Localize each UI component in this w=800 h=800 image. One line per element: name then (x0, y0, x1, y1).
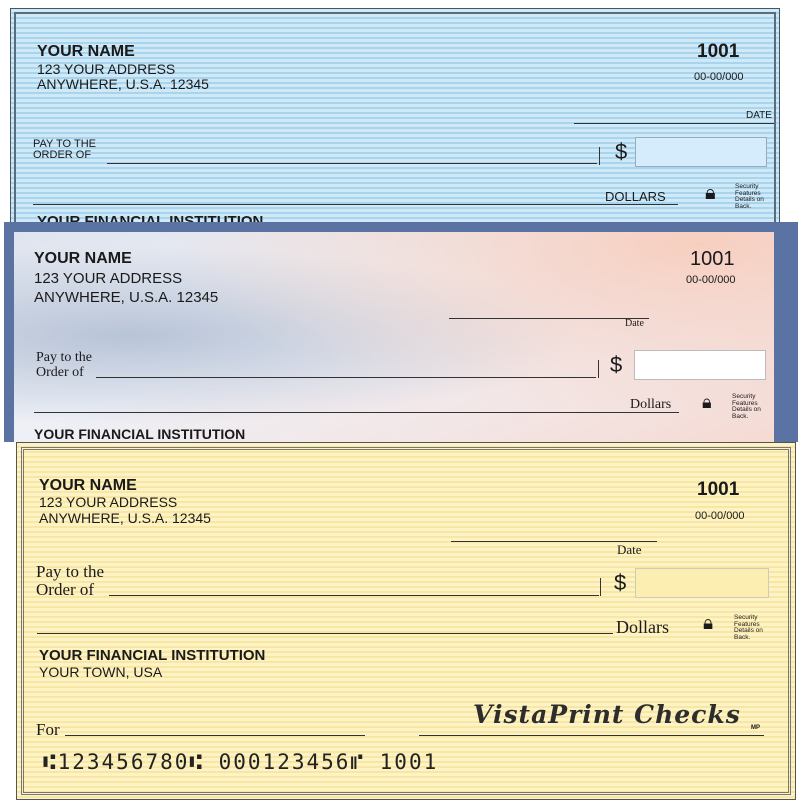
pay-label-line-2: Order of (36, 580, 95, 599)
written-amount-line (33, 204, 678, 205)
payee-line (96, 377, 596, 378)
payee-line-end (599, 147, 600, 165)
address-line-2: ANYWHERE, U.S.A. 12345 (37, 76, 209, 92)
pay-label-line-1: Pay to the (36, 562, 104, 581)
pay-to-label (33, 139, 96, 161)
dollar-sign: $ (615, 139, 628, 164)
date-line (449, 318, 649, 319)
micr-line: ⑆123456780⑆ 000123456⑈ 1001 (43, 750, 439, 774)
amount-box[interactable] (635, 137, 767, 167)
brand-text: VistaPrint Checks (473, 700, 741, 729)
pay-to-label (36, 350, 92, 380)
routing-fraction: 00-00/000 (686, 274, 736, 286)
pay-label-line-1: Pay to the (36, 350, 92, 365)
dollar-sign: $ (610, 352, 623, 377)
bank-name: YOUR FINANCIAL INSTITUTION (39, 647, 266, 664)
payee-line-end (598, 360, 599, 378)
pay-label-line-1: PAY TO THE (33, 138, 96, 150)
memo-line (65, 735, 365, 736)
dollars-label: Dollars (616, 617, 669, 637)
address-line-1: 123 YOUR ADDRESS (39, 494, 178, 510)
flag-check-face (14, 232, 774, 442)
bank-town: YOUR TOWN, USA (39, 664, 163, 680)
account-name: YOUR NAME (37, 43, 135, 60)
lock-icon: 🔒︎ (702, 392, 712, 412)
address-line-2: ANYWHERE, U.S.A. 12345 (39, 510, 211, 526)
signature-line (419, 735, 764, 736)
routing-fraction: 00-00/000 (694, 71, 744, 83)
pay-label-line-2: ORDER OF (33, 149, 92, 161)
dollars-label: Dollars (630, 397, 672, 412)
memo-label: For (36, 720, 60, 739)
dollar-sign: $ (614, 570, 627, 595)
lock-icon: 🔒︎ (703, 613, 714, 634)
lock-icon: 🔒︎ (705, 182, 716, 204)
written-amount-line (37, 633, 613, 634)
payee-line-end (600, 578, 601, 596)
address-line-2: ANYWHERE, U.S.A. 12345 (34, 289, 219, 306)
written-amount-line (34, 412, 679, 413)
payee-line (107, 163, 597, 164)
check-number: 1001 (697, 479, 740, 500)
amount-box[interactable] (634, 350, 766, 380)
date-label: Date (617, 542, 642, 557)
bank-name: YOUR FINANCIAL INSTITUTION (34, 426, 246, 442)
date-label: Date (625, 318, 644, 329)
amount-box[interactable] (635, 568, 769, 598)
routing-fraction: 00-00/000 (695, 510, 745, 522)
dollars-label: DOLLARS (605, 189, 666, 204)
check-number: 1001 (690, 248, 735, 270)
account-name: YOUR NAME (34, 250, 132, 267)
address-line-1: 123 YOUR ADDRESS (34, 270, 183, 287)
payee-line (109, 595, 599, 596)
pay-label-line-2: Order of (36, 365, 84, 380)
date-line (574, 123, 774, 124)
mp-mark: MP (751, 725, 760, 731)
security-note: Security Features Details on Back. (734, 614, 763, 641)
yellow-check (16, 442, 796, 800)
check-number: 1001 (697, 41, 740, 62)
pay-to-label (36, 563, 104, 599)
date-label: DATE (746, 110, 772, 121)
account-name: YOUR NAME (39, 477, 137, 494)
security-note: Security Features Details on Back. (732, 393, 761, 420)
blue-check (10, 8, 780, 232)
address-line-1: 123 YOUR ADDRESS (37, 61, 176, 77)
flag-check (4, 222, 798, 442)
security-note: Security Features Details on Back. (735, 183, 764, 210)
